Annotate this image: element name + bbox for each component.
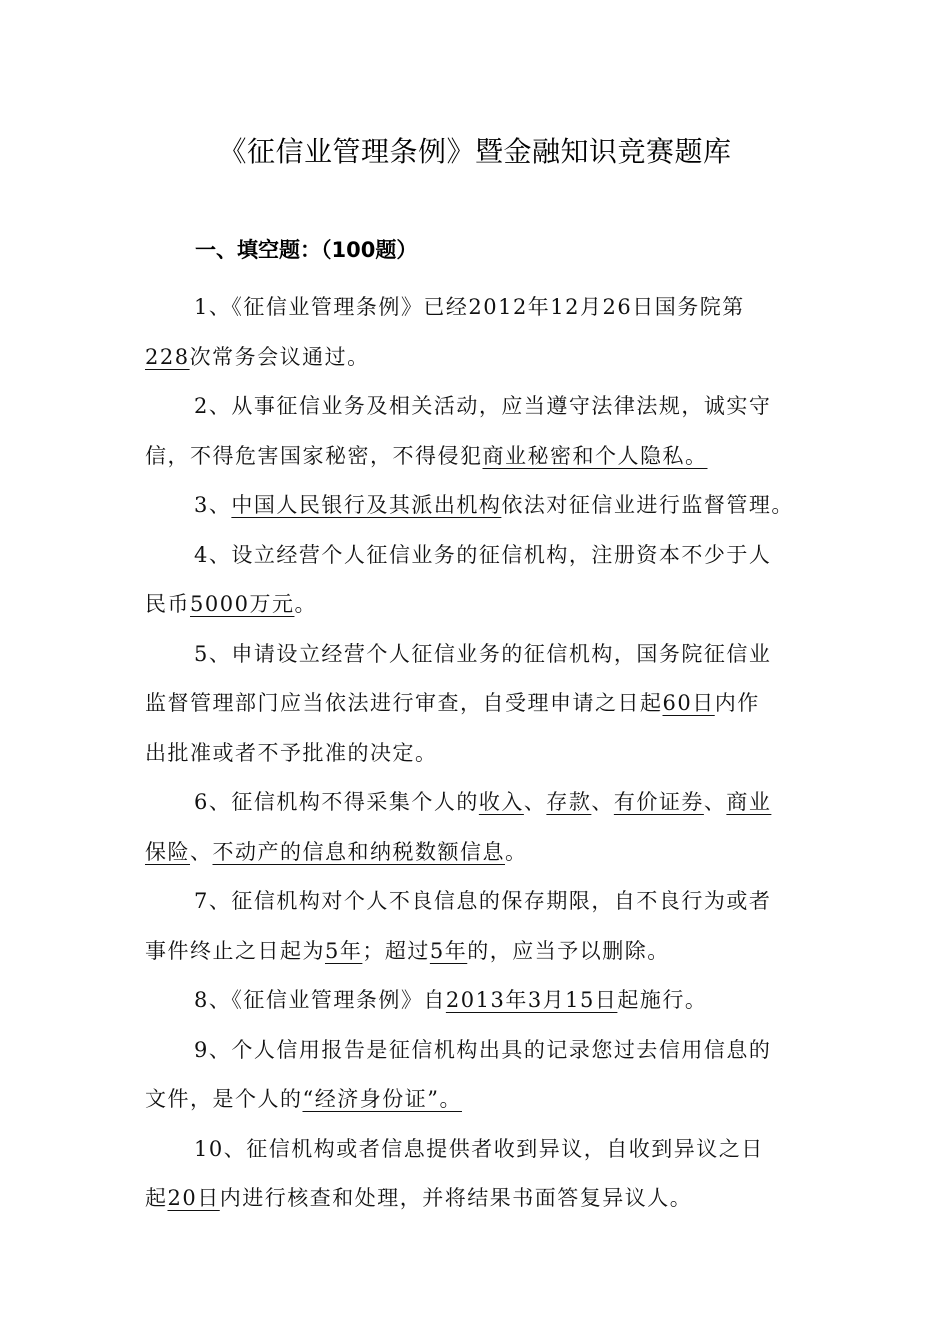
- answer-blank: 保险: [145, 839, 190, 864]
- question-list: [145, 283, 810, 1224]
- question-9-line-2: [145, 1075, 810, 1125]
- answer-blank: 商业秘密和个人隐私。: [482, 443, 708, 468]
- question-6-line-2: [145, 828, 810, 878]
- separator: 、: [591, 790, 614, 814]
- answer-blank: 有价证券: [613, 790, 704, 814]
- section-heading: 一、填空题：（100题）: [195, 238, 418, 262]
- answer-blank: 商业: [726, 790, 772, 814]
- answer-blank: 5年: [429, 938, 468, 963]
- question-text: 起: [145, 1186, 168, 1210]
- question-10-line-1: 10、征信机构或者信息提供者收到异议，自收到异议之日: [194, 1136, 764, 1161]
- question-5-line-1: 5、申请设立经营个人征信业务的征信机构，国务院征信业: [194, 641, 772, 666]
- answer-blank: 5000万元: [190, 592, 295, 616]
- question-8-line-1: [145, 976, 810, 1026]
- question-1-line-1: 1、《征信业管理条例》已经2012年12月26日国务院第: [194, 295, 745, 319]
- separator: 、: [190, 839, 213, 864]
- question-6-line-1: [145, 778, 810, 828]
- question-text: 8、《征信业管理条例》自: [194, 988, 446, 1012]
- question-text: 6、征信机构不得采集个人的: [194, 790, 479, 814]
- question-10-line-2: [145, 1174, 810, 1224]
- question-7-line-2: [145, 927, 810, 977]
- question-2-line-2: [145, 432, 810, 482]
- question-text: 3、: [194, 493, 232, 517]
- answer-blank: 5年: [325, 938, 363, 963]
- question-4-line-2: [145, 580, 810, 630]
- question-9-line-1: 9、个人信用报告是征信机构出具的记录您过去信用信息的: [194, 1037, 772, 1062]
- answer-blank: 收入: [478, 790, 524, 814]
- answer-blank: 228: [145, 344, 190, 369]
- question-2-line-1: 2、从事征信业务及相关活动，应当遵守法律法规，诚实守: [194, 394, 772, 418]
- answer-blank: 存款: [546, 790, 592, 814]
- question-text: 依法对征信业进行监督管理。: [501, 493, 794, 517]
- question-text: 内作: [714, 691, 760, 715]
- question-text: 次常务会议通过。: [189, 344, 370, 369]
- question-text: 监督管理部门应当依法进行审查，自受理申请之日起: [145, 691, 663, 715]
- question-text: ；超过: [362, 938, 430, 963]
- question-text: 。: [505, 839, 528, 864]
- answer-blank: 2013年3月15日: [445, 988, 618, 1012]
- separator: 、: [523, 790, 547, 814]
- answer-blank: 不动产的信息和纳税数额信息: [212, 839, 505, 864]
- question-4-line-1: 4、设立经营个人征信业务的征信机构，注册资本不少于人: [194, 542, 772, 567]
- question-5-line-2: [145, 679, 810, 729]
- question-text: 事件终止之日起为: [145, 938, 325, 963]
- question-text: 。: [294, 592, 317, 616]
- separator: 、: [703, 790, 727, 814]
- question-text: 内进行核查和处理，并将结果书面答复异议人。: [219, 1186, 693, 1210]
- question-7-line-1: 7、征信机构对个人不良信息的保存期限，自不良行为或者: [194, 889, 772, 913]
- question-text: 文件，是个人的: [145, 1087, 303, 1111]
- question-5-line-3: 出批准或者不予批准的决定。: [145, 740, 438, 765]
- answer-blank: 20日: [167, 1186, 220, 1210]
- answer-blank: 中国人民银行及其派出机构: [231, 493, 502, 517]
- question-text: 民币: [145, 592, 190, 616]
- question-1-line-2: [145, 333, 810, 383]
- answer-blank: “经济身份证”。: [302, 1087, 462, 1111]
- question-3-line-1: [145, 481, 810, 531]
- answer-blank: 60日: [662, 691, 715, 715]
- question-text: 的，应当予以删除。: [467, 938, 670, 963]
- question-text: 起施行。: [617, 988, 708, 1012]
- document-title: 《征信业管理条例》暨金融知识竞赛题库: [218, 135, 732, 168]
- question-text: 信，不得危害国家秘密，不得侵犯: [145, 443, 483, 468]
